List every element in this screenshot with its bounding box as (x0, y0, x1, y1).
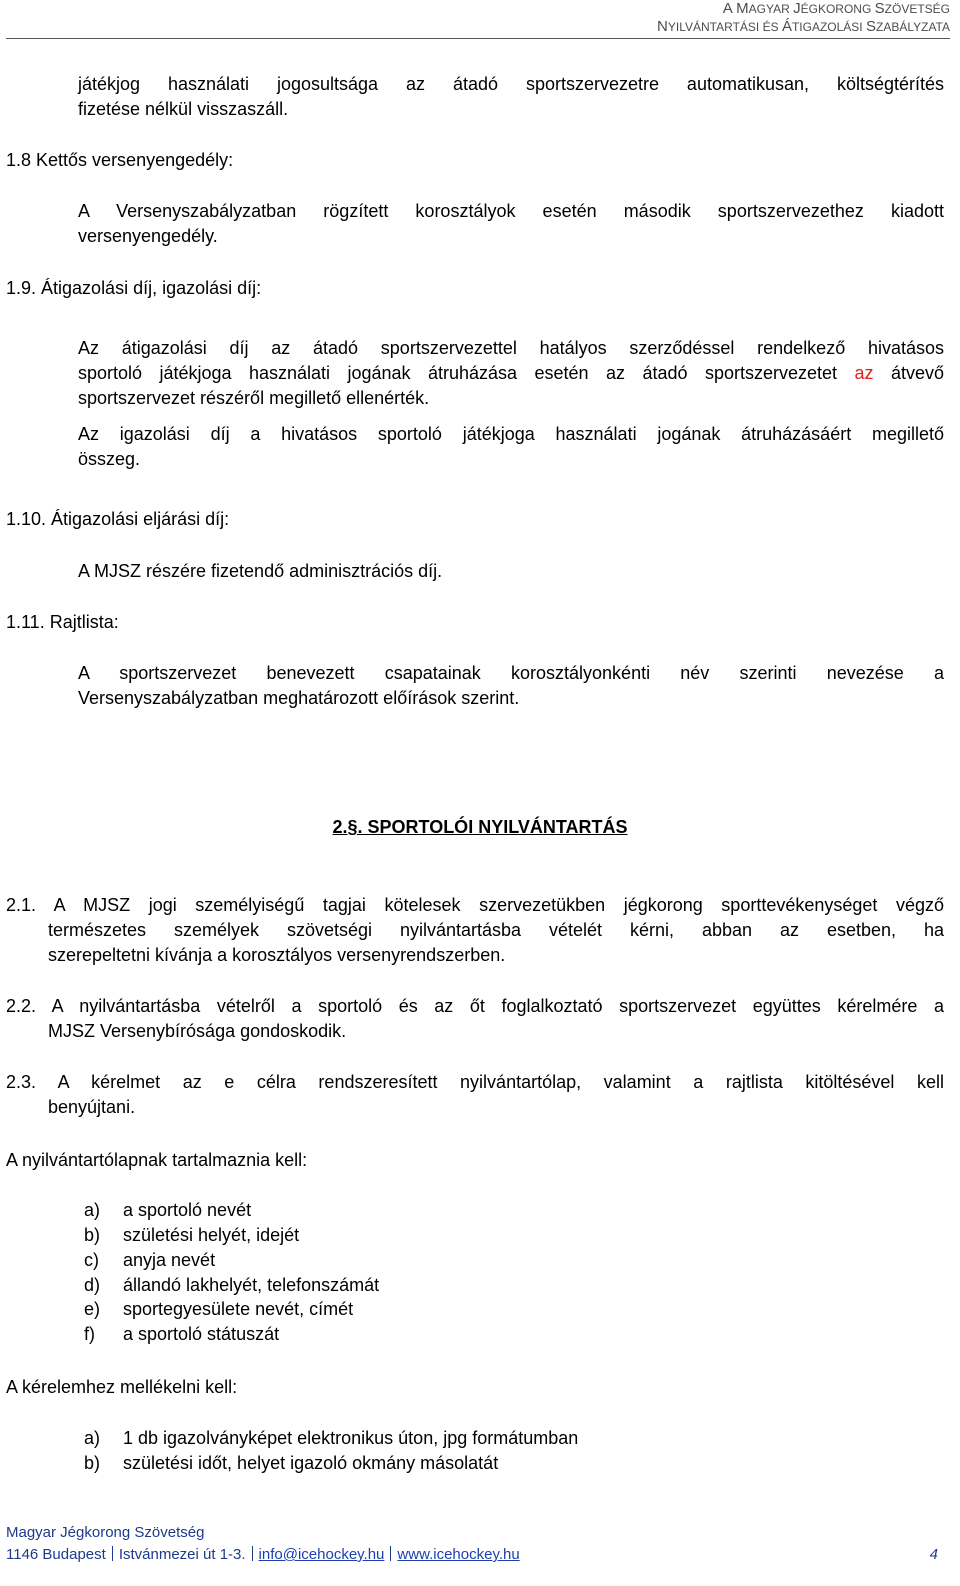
footer-address: 1146 Budapest (6, 1546, 106, 1563)
paragraph-line: sportoló játékjoga használati jogának átruházása esetén az átadó sportszervezetet az átvevő (78, 363, 944, 383)
paragraph-line: 2.2. A nyilvántartásba vételről a sportoló és az őt foglalkoztató sportszervezet együttes kérelmére a (6, 996, 944, 1016)
paragraph-line: benyújtani. (48, 1097, 136, 1117)
section-title: 2.§. SPORTOLÓI NYILVÁNTARTÁS (332, 817, 628, 837)
list-item: d) állandó lakhelyét, telefonszámát (84, 1275, 380, 1295)
paragraph-line: versenyengedély. (78, 226, 218, 246)
paragraph-line: Versenyszabályzatban meghatározott előírások szerint. (78, 688, 520, 708)
footer-street: Istvánmezei út 1-3. (118, 1546, 246, 1563)
section-heading-1-11: 1.11. Rajtlista: (6, 612, 119, 632)
paragraph-line: összeg. (78, 449, 141, 469)
section-heading-1-8: 1.8 Kettős versenyengedély: (6, 150, 234, 170)
paragraph-line: fizetése nélkül visszaszáll. (78, 99, 289, 119)
highlighted-word: az (854, 363, 874, 383)
paragraph-line: A sportszervezet benevezett csapatainak korosztályonkénti név szerinti nevezése a (78, 663, 944, 683)
list-item: b) születési időt, helyet igazoló okmány másolatát (84, 1453, 499, 1473)
paragraph-line: A MJSZ részére fizetendő adminisztrációs díj. (78, 561, 443, 581)
website-link[interactable]: www.icehockey.hu (397, 1546, 520, 1563)
footer-separator (252, 1546, 253, 1561)
paragraph-line: Az átigazolási díj az átadó sportszervezettel hatályos szerződéssel rendelkező hivatásos (78, 338, 944, 358)
footer-separator (390, 1546, 391, 1561)
paragraph-line: 2.3. A kérelmet az e célra rendszeresített nyilvántartólap, valamint a rajtlista kitöltésével kell (6, 1072, 944, 1092)
list-intro: A nyilvántartólapnak tartalmaznia kell: (6, 1150, 308, 1170)
paragraph-line: A Versenyszabályzatban rögzített korosztályok esetén második sportszervezethez kiadott (78, 201, 944, 221)
footer-separator (112, 1546, 113, 1561)
paragraph-line: Az igazolási díj a hivatásos sportoló játékjoga használati jogának átruházásáért megillető (78, 424, 944, 444)
email-link[interactable]: info@icehockey.hu (258, 1546, 385, 1563)
header-subtitle: NYILVÁNTARTÁSI ÉS ÁTIGAZOLÁSI SZABÁLYZATA (657, 18, 950, 35)
list-item: b) születési helyét, idejét (84, 1225, 300, 1245)
paragraph-line: játékjog használati jogosultsága az átadó sportszervezetre automatikusan, költségtérítés (78, 74, 944, 94)
paragraph-line: szerepeltetni kívánja a korosztályos versenyrendszerben. (48, 945, 506, 965)
paragraph-line: természetes személyek szövetségi nyilvántartásba vételét kérni, abban az esetben, ha (48, 920, 944, 940)
list-item: e) sportegyesülete nevét, címét (84, 1299, 354, 1319)
list-item: a) 1 db igazolványképet elektronikus úton, jpg formátumban (84, 1428, 579, 1448)
paragraph-line: MJSZ Versenybírósága gondoskodik. (48, 1021, 347, 1041)
footer-contact (6, 1544, 520, 1566)
list-item: a) a sportoló nevét (84, 1200, 252, 1220)
list-intro: A kérelemhez mellékelni kell: (6, 1377, 238, 1397)
footer-org: Magyar Jégkorong Szövetség (6, 1524, 205, 1541)
section-heading-1-9: 1.9. Átigazolási díj, igazolási díj: (6, 278, 262, 298)
section-heading-1-10: 1.10. Átigazolási eljárási díj: (6, 509, 230, 529)
list-item: c) anyja nevét (84, 1250, 216, 1270)
header-title: A MAGYAR JÉGKORONG SZÖVETSÉG (722, 0, 950, 17)
header-divider (6, 38, 950, 39)
page-number: 4 (929, 1546, 938, 1563)
list-item: f) a sportoló státuszát (84, 1324, 280, 1344)
paragraph-line: sportszervezet részéről megillető ellenérték. (78, 388, 430, 408)
paragraph-line: 2.1. A MJSZ jogi személyiségű tagjai kötelesek szervezetükben jégkorong sporttevékenységet végző (6, 895, 944, 915)
